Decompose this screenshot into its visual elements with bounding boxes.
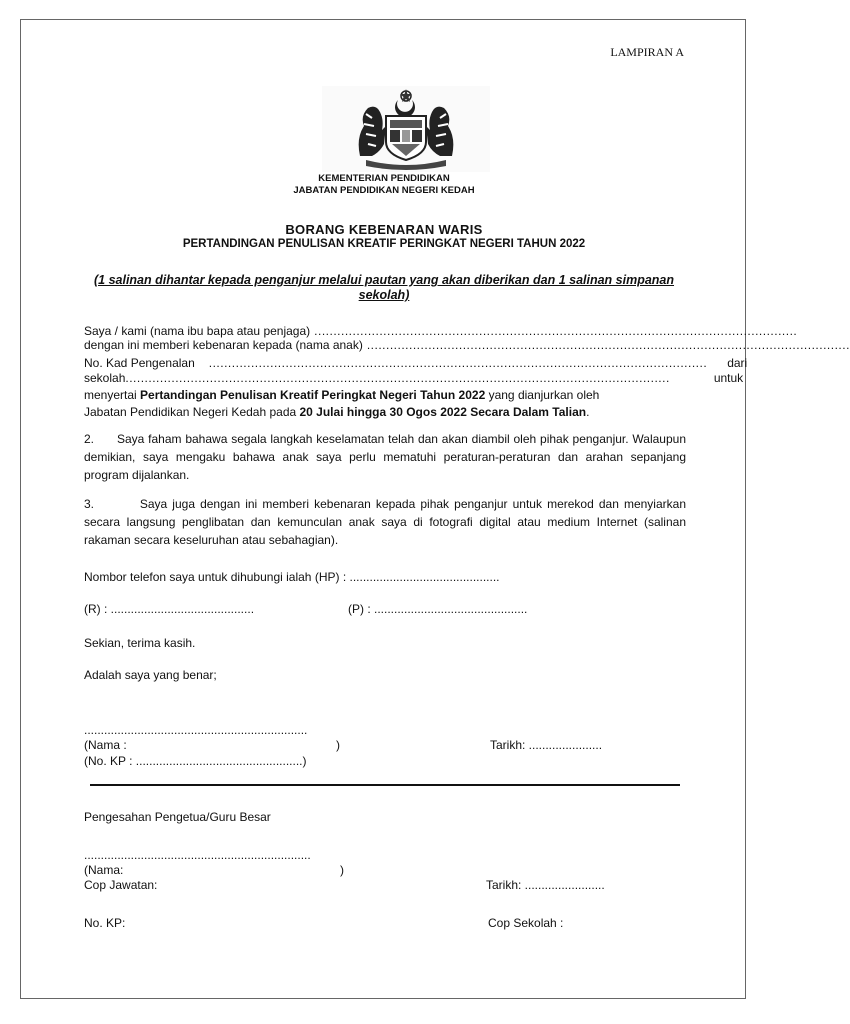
lampiran-label: LAMPIRAN A bbox=[610, 45, 684, 59]
paragraph-3: 3. Saya juga dengan ini memberi kebenaran kepada pihak penganjur untuk merekod dan menyiarkan secara langsung penglibatan dan kemunculan anak saya di fotografi digital atau medium Internet (salinan rakaman secara keseluruhan atau sebahagian). bbox=[84, 497, 690, 547]
phone-r-line: (R) : ........................................... bbox=[84, 602, 255, 616]
parent-name-line bbox=[84, 324, 798, 338]
school-stamp-label: Cop Sekolah : bbox=[488, 916, 564, 930]
principal-date-label: Tarikh: ........................ bbox=[486, 878, 605, 892]
competition-dates: 20 Julai hingga 30 Ogos 2022 Secara Dalam Talian bbox=[299, 405, 587, 419]
dari-label: dari bbox=[727, 356, 748, 370]
verification-heading: Pengesahan Pengetua/Guru Besar bbox=[84, 810, 271, 824]
copies-note: (1 salinan dihantar kepada penganjur melalui pautan yang akan diberikan dan 1 salinan simpanan sekolah) bbox=[93, 273, 675, 302]
principal-ic-label: No. KP: bbox=[84, 916, 126, 930]
organizer-line bbox=[84, 405, 589, 419]
paragraph-2: 2. Saya faham bahawa segala langkah keselamatan telah dan akan diambil oleh pihak penganjur. Walaupun demikian, saya mengaku bahawa anak saya perlu mematuhi peraturan-peraturan dan arahan sepanjang program dijalankan. bbox=[84, 432, 690, 482]
parent-name-field: .............................................................................................................................. bbox=[314, 324, 798, 338]
competition-name: Pertandingan Penulisan Kreatif Peringkat Negeri Tahun 2022 bbox=[140, 388, 486, 402]
ic-number-label: No. Kad Pengenalan bbox=[84, 356, 195, 370]
closing-thanks: Sekian, terima kasih. bbox=[84, 636, 196, 650]
child-name-line bbox=[84, 338, 850, 352]
principal-name-close: ) bbox=[340, 863, 344, 877]
parent-name-label: Saya / kami (nama ibu bapa atau penjaga) bbox=[84, 324, 311, 338]
competition-post: yang dianjurkan oleh bbox=[485, 388, 600, 402]
ic-number-line bbox=[84, 356, 748, 370]
position-stamp-label: Cop Jawatan: bbox=[84, 878, 158, 892]
competition-pre: menyertai bbox=[84, 388, 141, 402]
section-divider bbox=[90, 784, 680, 786]
principal-name-label: (Nama: bbox=[84, 863, 124, 877]
department-name: JABATAN PENDIDIKAN NEGERI KEDAH bbox=[293, 185, 475, 196]
parent-name-sign-label: (Nama : bbox=[84, 738, 127, 752]
closing-sincerely: Adalah saya yang benar; bbox=[84, 668, 217, 682]
organizer-post: . bbox=[586, 405, 590, 419]
school-label: sekolah bbox=[84, 371, 126, 385]
coat-of-arms-logo bbox=[322, 86, 490, 172]
child-name-label: dengan ini memberi kebenaran kepada (nama anak) bbox=[84, 338, 363, 352]
form-subtitle: PERTANDINGAN PENULISAN KREATIF PERINGKAT NEGERI TAHUN 2022 bbox=[182, 238, 586, 250]
parent-signature-line: ................................................................... bbox=[84, 723, 308, 737]
parent-name-close: ) bbox=[336, 738, 340, 752]
parent-date-label: Tarikh: ...................... bbox=[490, 738, 603, 752]
phone-p-line: (P) : .............................................. bbox=[348, 602, 528, 616]
phone-hp-line: Nombor telefon saya untuk dihubungi ialah (HP) : ............................................. bbox=[84, 570, 500, 584]
form-title: BORANG KEBENARAN WARIS bbox=[285, 222, 483, 237]
ic-number-field: .................................................................................................................................. bbox=[208, 356, 708, 370]
school-field: .............................................................................................................................................. bbox=[125, 371, 670, 385]
untuk-label: untuk bbox=[713, 371, 744, 385]
principal-signature-line: .................................................................... bbox=[84, 848, 311, 862]
child-name-field: .............................................................................................................................. bbox=[366, 338, 850, 352]
ministry-name: KEMENTERIAN PENDIDIKAN bbox=[318, 173, 450, 184]
parent-ic-sign-label: (No. KP : ..................................................) bbox=[84, 754, 307, 768]
competition-line bbox=[84, 388, 599, 402]
school-line bbox=[84, 371, 744, 385]
organizer-pre: Jabatan Pendidikan Negeri Kedah pada bbox=[84, 405, 300, 419]
